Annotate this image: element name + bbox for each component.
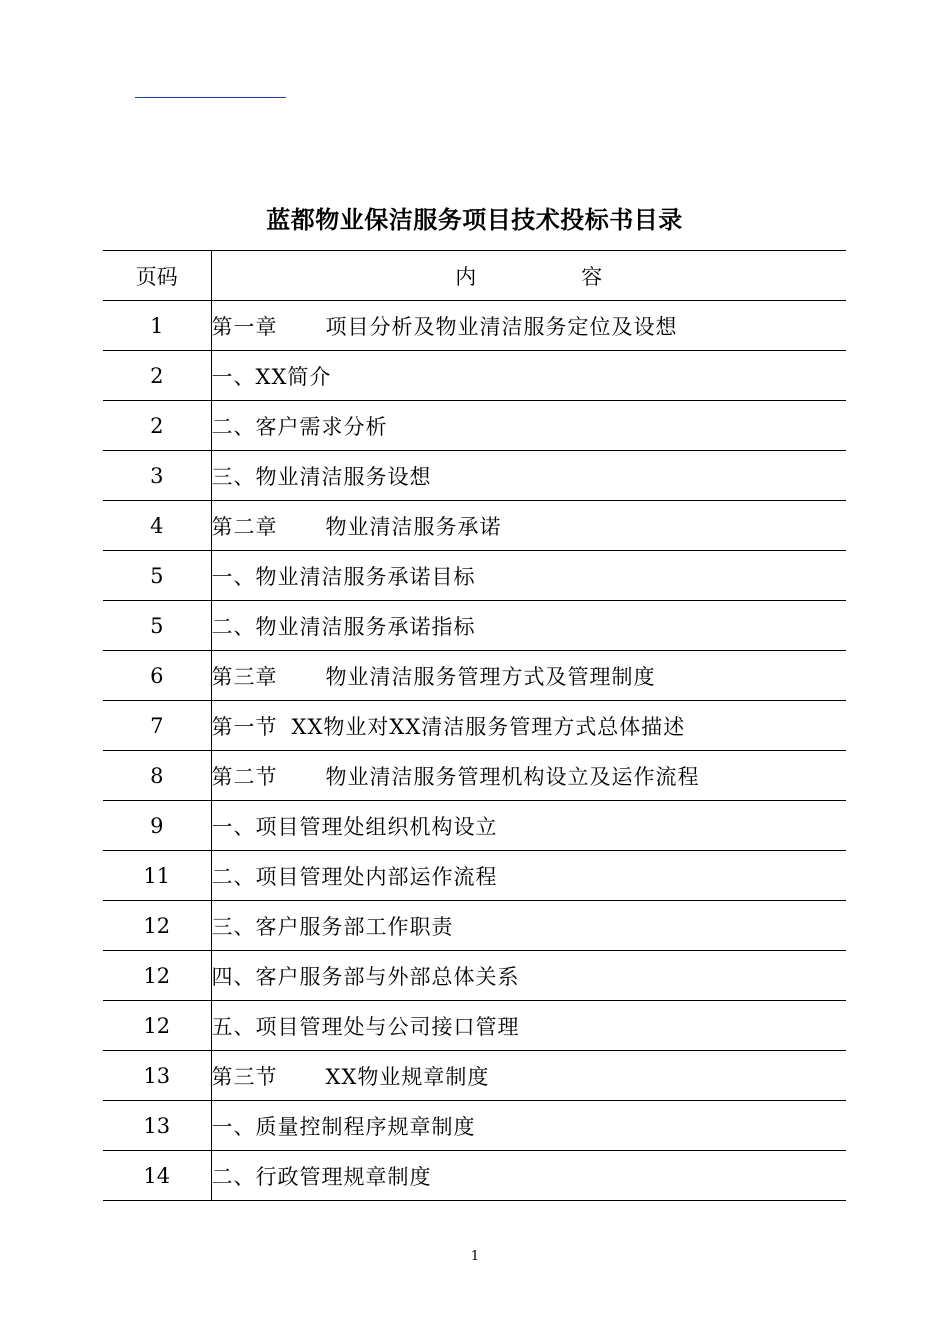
toc-entry-number: 一、 [211, 564, 256, 589]
toc-page-number: 4 [103, 501, 211, 551]
toc-entry-text: 客户服务部工作职责 [255, 914, 454, 939]
toc-entry-number: 第二章 [211, 514, 278, 539]
page-column-header: 页码 [103, 251, 211, 301]
toc-entry-number: 一、 [211, 364, 256, 389]
content-header-char-2: 容 [581, 264, 603, 289]
toc-row [103, 1151, 846, 1201]
toc-entry-text: 物业清洁服务设想 [255, 464, 432, 489]
toc-row [103, 851, 846, 901]
toc-entry-text: 项目管理处组织机构设立 [255, 814, 498, 839]
toc-row [103, 501, 846, 551]
toc-row [103, 951, 846, 1001]
toc-entry-item [211, 951, 846, 1001]
toc-entry-number: 二、 [211, 1164, 256, 1189]
toc-entry-text: 物业清洁服务承诺目标 [255, 564, 476, 589]
toc-entry-item [211, 1101, 846, 1151]
toc-entry-number: 四、 [211, 964, 256, 989]
toc-row [103, 401, 846, 451]
toc-entry-number: 二、 [211, 614, 256, 639]
table-of-contents [103, 250, 846, 1201]
toc-entry-number: 五、 [211, 1014, 256, 1039]
footer-page-number: 1 [470, 1249, 480, 1264]
toc-page-number: 5 [103, 601, 211, 651]
toc-entry-text: 项目管理处与公司接口管理 [255, 1014, 520, 1039]
toc-page-number: 8 [103, 751, 211, 801]
toc-page-number: 11 [103, 851, 211, 901]
toc-row [103, 651, 846, 701]
toc-page-number: 2 [103, 351, 211, 401]
toc-page-number: 13 [103, 1051, 211, 1101]
toc-entry-number: 二、 [211, 414, 256, 439]
toc-entry-item [211, 1001, 846, 1051]
toc-entry-chapter [211, 501, 846, 551]
toc-entry-item [211, 1151, 846, 1201]
toc-body [103, 301, 846, 1201]
toc-row [103, 1001, 846, 1051]
toc-row [103, 701, 846, 751]
toc-entry-number: 二、 [211, 864, 256, 889]
toc-entry-chapter [211, 301, 846, 351]
toc-entry-item [211, 351, 846, 401]
toc-page-number: 9 [103, 801, 211, 851]
toc-entry-item [211, 451, 846, 501]
toc-row [103, 801, 846, 851]
toc-row [103, 551, 846, 601]
header-rule [135, 97, 286, 98]
toc-entry-text: XX简介 [255, 364, 332, 389]
toc-page-number: 2 [103, 401, 211, 451]
toc-entry-item [211, 851, 846, 901]
toc-entry-item [211, 601, 846, 651]
toc-entry-number: 一、 [211, 814, 256, 839]
toc-page-number: 12 [103, 951, 211, 1001]
toc-entry-number: 第一节 [211, 714, 278, 739]
toc-entry-item [211, 801, 846, 851]
toc-entry-number: 第一章 [211, 314, 278, 339]
toc-page-number: 1 [103, 301, 211, 351]
toc-entry-item [211, 401, 846, 451]
toc-entry-text: 物业清洁服务承诺指标 [255, 614, 476, 639]
toc-entry-section [211, 751, 846, 801]
content-header-char-1: 内 [455, 264, 477, 289]
toc-entry-text: 项目分析及物业清洁服务定位及设想 [325, 314, 678, 339]
toc-page-number: 12 [103, 901, 211, 951]
toc-row [103, 901, 846, 951]
toc-entry-chapter [211, 651, 846, 701]
toc-entry-text: 物业清洁服务管理机构设立及运作流程 [325, 764, 700, 789]
toc-page-number: 12 [103, 1001, 211, 1051]
toc-entry-text: XX物业对XX清洁服务管理方式总体描述 [291, 714, 686, 739]
toc-header-row [103, 251, 846, 301]
toc-row [103, 451, 846, 501]
toc-entry-text: 物业清洁服务承诺 [325, 514, 502, 539]
toc-entry-number: 第三章 [211, 664, 278, 689]
toc-entry-section [211, 1051, 846, 1101]
toc-entry-number: 第二节 [211, 764, 278, 789]
toc-entry-text: 物业清洁服务管理方式及管理制度 [325, 664, 656, 689]
content-column-header [211, 251, 846, 301]
toc-page-number: 13 [103, 1101, 211, 1151]
toc-entry-text: 行政管理规章制度 [255, 1164, 432, 1189]
toc-entry-text: 客户需求分析 [255, 414, 388, 439]
toc-entry-number: 三、 [211, 464, 256, 489]
toc-entry-text: 客户服务部与外部总体关系 [255, 964, 520, 989]
toc-entry-number: 三、 [211, 914, 256, 939]
toc-row [103, 301, 846, 351]
toc-row [103, 751, 846, 801]
toc-page-number: 7 [103, 701, 211, 751]
toc-row [103, 351, 846, 401]
toc-entry-text: 质量控制程序规章制度 [255, 1114, 476, 1139]
toc-entry-item [211, 901, 846, 951]
toc-row [103, 601, 846, 651]
toc-row [103, 1051, 846, 1101]
toc-page-number: 5 [103, 551, 211, 601]
toc-page-number: 3 [103, 451, 211, 501]
toc-entry-text: XX物业规章制度 [325, 1064, 490, 1089]
toc-entry-text: 项目管理处内部运作流程 [255, 864, 498, 889]
toc-page-number: 14 [103, 1151, 211, 1201]
document-title: 蓝都物业保洁服务项目技术投标书目录 [266, 205, 683, 234]
toc-entry-number: 一、 [211, 1114, 256, 1139]
toc-page-number: 6 [103, 651, 211, 701]
toc-entry-number: 第三节 [211, 1064, 278, 1089]
toc-row [103, 1101, 846, 1151]
toc-entry-section [211, 701, 846, 751]
toc-entry-item [211, 551, 846, 601]
